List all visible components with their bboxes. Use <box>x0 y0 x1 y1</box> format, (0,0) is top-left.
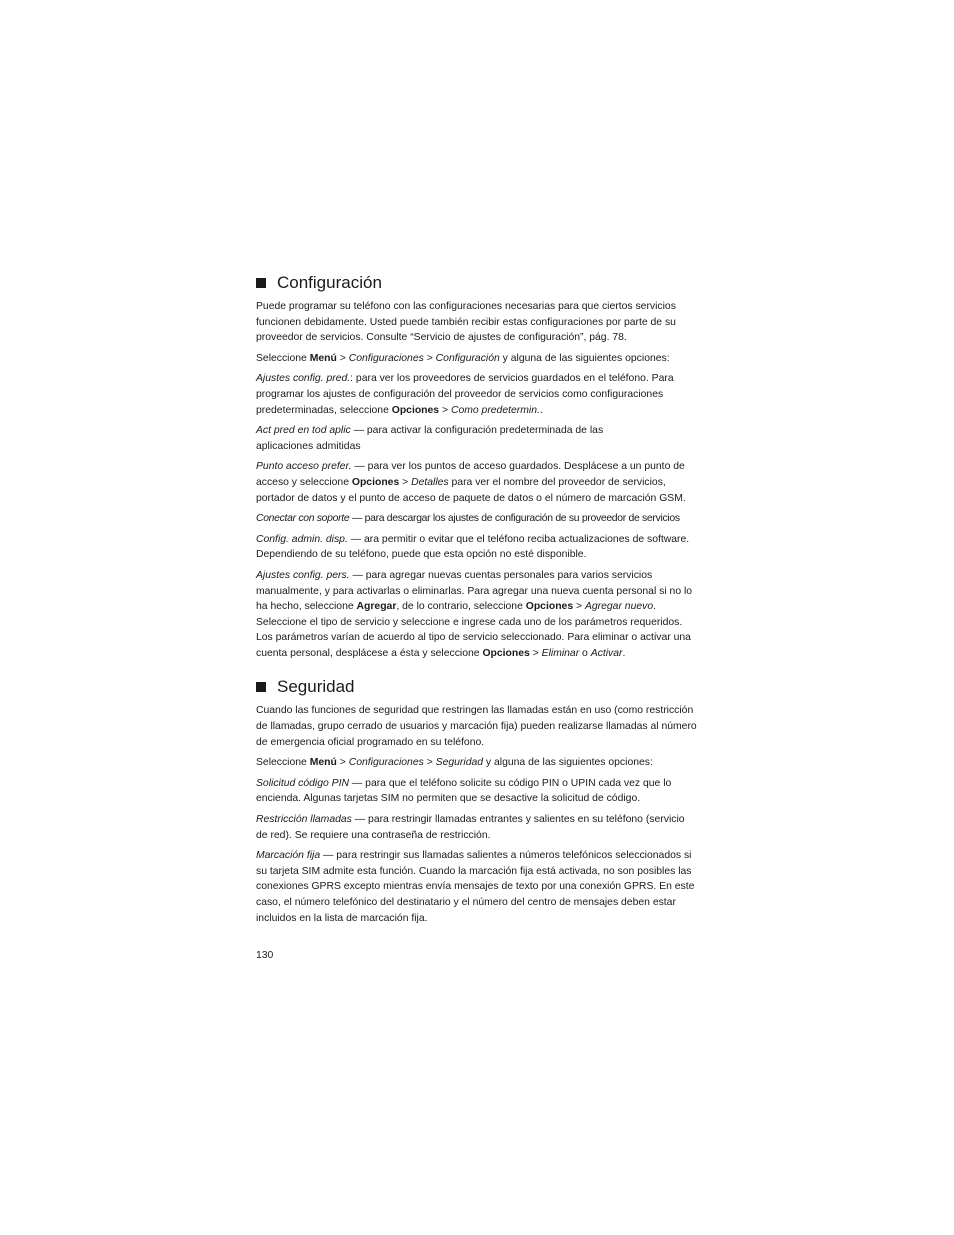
menu-path-item: Seguridad <box>435 757 484 769</box>
menu-path: Seleccione Menú > Configuraciones > Seguridad y alguna de las siguientes opciones: <box>256 757 653 769</box>
option-item: Punto acceso prefer. — para ver los puntos de acceso guardados. Desplácese a un punto de acceso y seleccione Opciones > Detalles para ver el nombre del proveedor de servicios, portador de datos y el punto de acceso de paquete de datos o el número de marcación GSM. <box>256 461 686 504</box>
option-term: Punto acceso prefer. <box>256 461 352 473</box>
section-intro: Cuando las funciones de seguridad que restringen las llamadas están en uso (como restricción de llamadas, grupo cerrado de usuarios y marcación fija) pueden realizarse llamadas al número de emergencia oficial programado en su teléfono. <box>256 705 697 748</box>
option-item: Config. admin. disp. — ara permitir o evitar que el teléfono reciba actualizaciones de software. Dependiendo de su teléfono, puede que esta opción no esté disponible. <box>256 533 690 561</box>
page-number: 130 <box>256 950 274 961</box>
section-heading-configuracion <box>256 272 698 294</box>
page-content <box>256 272 698 931</box>
menu-path-item: Configuraciones <box>348 757 424 769</box>
option-term: Config. admin. disp. <box>256 533 348 545</box>
option-item: Solicitud código PIN — para que el teléfono solicite su código PIN o UPIN cada vez que lo encienda. Algunas tarjetas SIM no permiten que se desactive la solicitud de código. <box>256 777 672 805</box>
menu-path: Seleccione Menú > Configuraciones > Configuración y alguna de las siguientes opciones: <box>256 352 670 364</box>
option-item: Conectar con soporte — para descargar los ajustes de configuración de su proveedor de servicios <box>256 513 680 525</box>
option-term: Solicitud código PIN <box>256 777 349 789</box>
option-term: Act pred en tod aplic <box>256 425 351 437</box>
square-bullet-icon <box>256 278 266 288</box>
option-term: Restricción llamadas <box>256 814 352 826</box>
option-item: Ajustes config. pers. — para agregar nuevas cuentas personales para varios servicios manualmente, y para activarlas o eliminarlas. Para agregar una nueva cuenta personal si no lo ha hecho, seleccione Agregar, de lo contrario, seleccione Opciones > Agregar nuevo. Seleccione el tipo de servicio y seleccione e ingrese cada uno de los parámetros requeridos. Los parámetros varían de acuerdo al tipo de servicio seleccionado. Para eliminar o activar una cuenta personal, desplácese a ésta y seleccione Opciones > Eliminar o Activar. <box>256 569 693 659</box>
option-item: Restricción llamadas — para restringir llamadas entrantes y salientes en su teléfono (servicio de red). Se requiere una contraseña de restricción. <box>256 814 685 841</box>
option-item: Marcación fija — para restringir sus llamadas salientes a números telefónicos seleccionados si su tarjeta SIM admite esta función. Cuando la marcación fija está activada, no son posibles las conexiones GPRS excepto mientras envía mensajes de texto por una conexión GPRS. En este caso, el número telefónico del destinatario y el número del centro de mensajes deben estar incluidos en la lista de marcación fija. <box>256 850 695 924</box>
section-title: Seguridad <box>277 677 355 697</box>
option-item: Ajustes config. pred.: para ver los proveedores de servicios guardados en el teléfono. Para programar los ajustes de configuración del proveedor de servicios como configuraciones predeterminadas, seleccione Opciones > Como predetermin.. <box>256 373 674 416</box>
menu-path-item: Configuración <box>435 352 500 364</box>
option-term: Ajustes config. pred. <box>256 373 351 385</box>
menu-path-item: Configuraciones <box>348 352 424 364</box>
menu-label: Menú <box>309 352 337 364</box>
section-title: Configuración <box>277 273 382 292</box>
menu-label: Menú <box>309 757 337 769</box>
section-heading-seguridad <box>256 676 698 698</box>
option-term: Conectar con soporte <box>256 513 350 525</box>
option-term: Marcación fija <box>256 850 321 862</box>
option-term: Ajustes config. pers. <box>256 569 350 581</box>
section-intro: Puede programar su teléfono con las configuraciones necesarias para que ciertos servicios funcionen debidamente. Usted puede también recibir estas configuraciones por parte de su proveedor de servicios. Consulte “Servicio de ajustes de configuración”, pág. 78. <box>256 301 676 344</box>
square-bullet-icon <box>256 682 266 692</box>
option-item: Act pred en tod aplic — para activar la configuración predeterminada de las aplicaciones admitidas <box>256 425 604 452</box>
